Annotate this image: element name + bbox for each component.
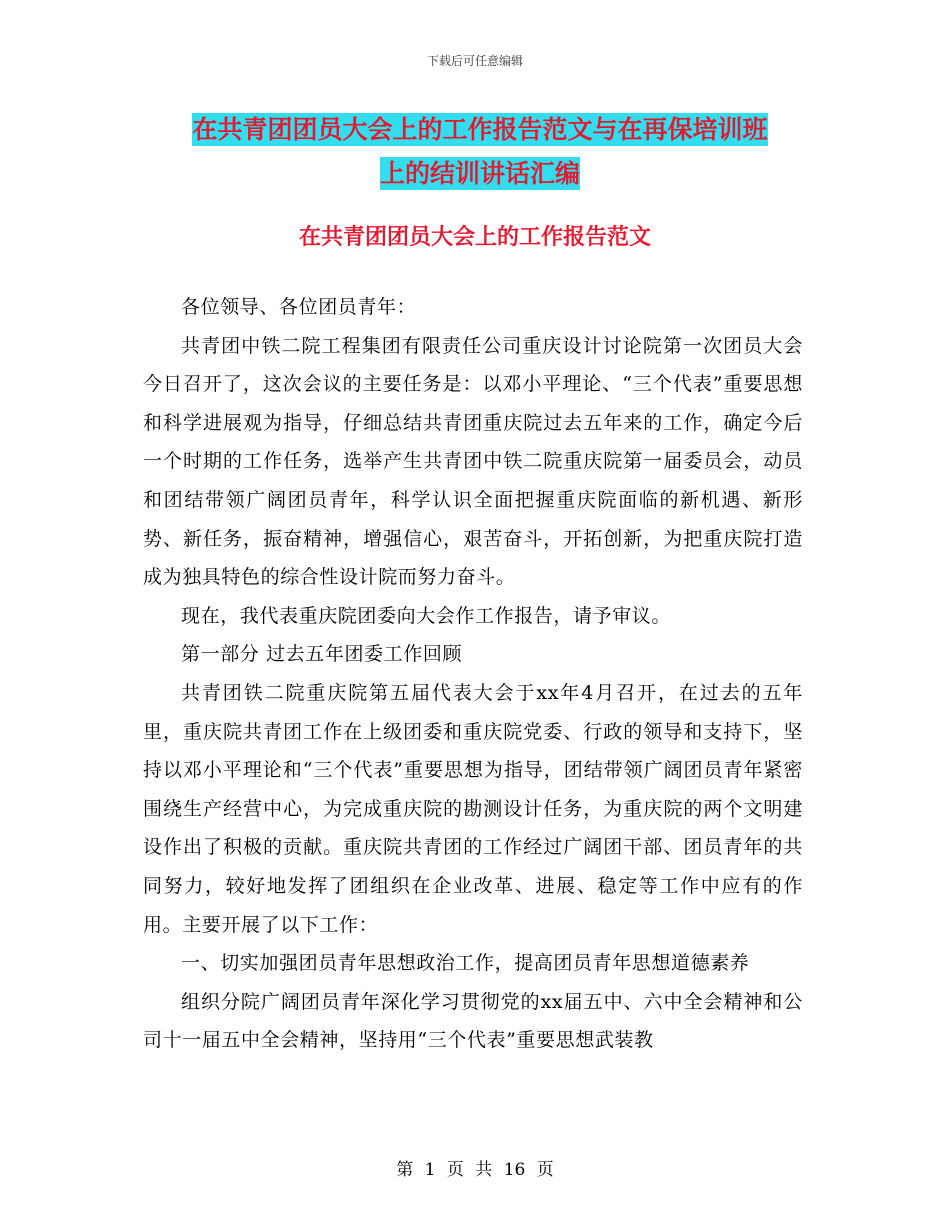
paragraph-item-heading: 一、切实加强团员青年思想政治工作，提高团员青年思想道德素养 [181, 952, 750, 975]
paragraph-item-body: 组织分院广阔团员青年深化学习贯彻党的xx届五中、六中全会精神和公司十一届五中全会精神，坚持用“三个代表”重要思想武装教 [143, 990, 803, 1052]
paragraph-opening: 共青团中铁二院工程集团有限责任公司重庆设计讨论院第一次团员大会今日召开了，这次会议的主要任务是：以邓小平理论、“三个代表”重要思想和科学进展观为指导，仔细总结共青团重庆院过去五年来的工作，确定今后一个时期的工作任务，选举产生共青团中铁二院重庆院第一届委员会，动员和团结带领广阔团员青年，科学认识全面把握重庆院面临的新机遇、新形势、新任务，振奋精神，增强信心，艰苦奋斗，开拓创新，为把重庆院打造成为独具特色的综合性设计院而努力奋斗。 [143, 334, 803, 589]
document-title-line-2: 上的结训讲话汇编 [379, 159, 580, 188]
paragraph-salutation: 各位领导、各位团员青年： [181, 296, 417, 318]
document-body [143, 288, 803, 1060]
page-number: 第 1 页 共 16 页 [396, 1160, 554, 1180]
document-title-line-1: 在共青团团员大会上的工作报告范文与在再保培训班 [192, 115, 768, 144]
section-title: 在共青团团员大会上的工作报告范文 [298, 224, 651, 250]
paragraph-part-heading: 第一部分 过去五年团委工作回顾 [181, 643, 463, 666]
paragraph-report-intro: 现在，我代表重庆院团委向大会作工作报告，请予审议。 [181, 604, 672, 627]
paragraph-review: 共青团铁二院重庆院第五届代表大会于xx年4月召开，在过去的五年里，重庆院共青团工作在上级团委和重庆院党委、行政的领导和支持下，坚持以邓小平理论和“三个代表”重要思想为指导，团结带领广阔团员青年紧密围绕生产经营中心，为完成重庆院的勘测设计任务，为重庆院的两个文明建设作出了积极的贡献。重庆院共青团的工作经过广阔团干部、团员青年的共同努力，较好地发挥了团组织在企业改革、进展、稳定等工作中应有的作用。主要开展了以下工作： [143, 681, 803, 936]
page-header-note: 下载后可任意编辑 [426, 54, 523, 68]
document-title [150, 108, 810, 196]
